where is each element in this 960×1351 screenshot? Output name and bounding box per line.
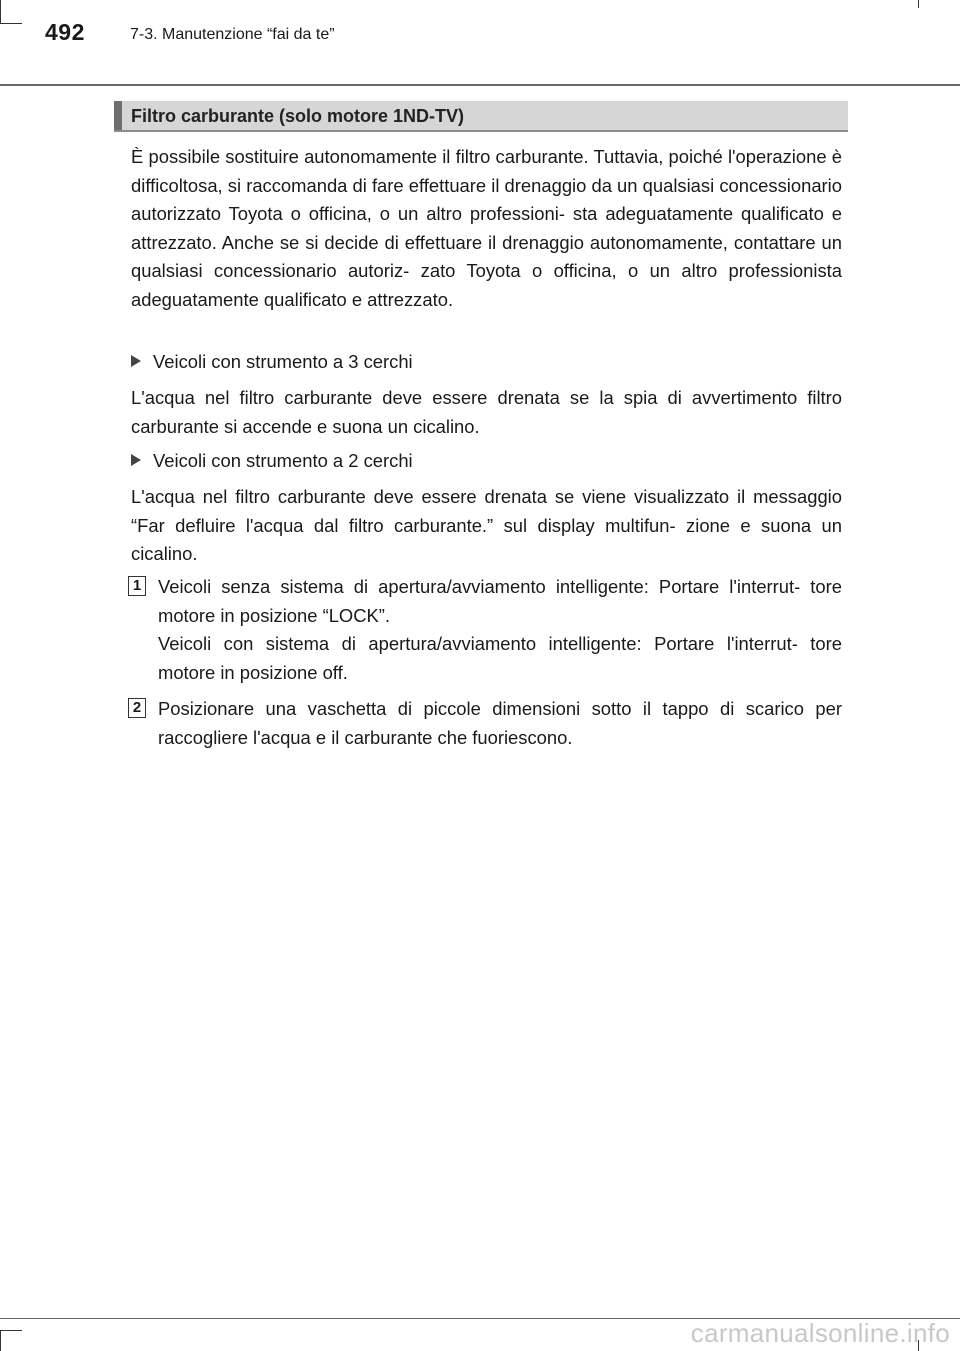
bullet-item	[131, 348, 842, 377]
page-number: 492	[45, 19, 85, 45]
bullet-body-block	[131, 384, 842, 441]
section-accent	[114, 101, 122, 130]
bullet-body: L'acqua nel filtro carburante deve essere drenata se viene visualizzato il messaggio “Far defluire l'acqua dal filtro carburante.” sul display multifun- zione e suona un cicalino.	[131, 486, 842, 564]
step-text-block	[158, 695, 842, 752]
section-title: Filtro carburante (solo motore 1ND-TV)	[131, 106, 465, 126]
section-heading-bar	[114, 101, 848, 132]
bullet-label: Veicoli con strumento a 3 cerchi	[153, 351, 413, 372]
intro-paragraph-block	[131, 143, 842, 314]
chapter-title: 7-3. Manutenzione “fai da te”	[130, 26, 335, 43]
step-text: Veicoli senza sistema di apertura/avviamento intelligente: Portare l'interrut- tore motore in posizione “LOCK”.	[158, 576, 842, 626]
bullet-label: Veicoli con strumento a 2 cerchi	[153, 450, 413, 471]
watermark: carmanualsonline.info	[690, 1318, 950, 1348]
crop-mark	[0, 1330, 22, 1331]
header-divider	[0, 84, 960, 86]
bullet-body-block	[131, 483, 842, 569]
triangle-bullet-icon	[131, 355, 141, 367]
step-number-box: 1	[128, 576, 146, 596]
triangle-bullet-icon	[131, 454, 141, 466]
page-header	[0, 0, 960, 86]
bullet-item	[131, 447, 842, 476]
step-text-block	[158, 573, 842, 687]
crop-mark	[0, 1330, 1, 1351]
bullet-body: L'acqua nel filtro carburante deve essere drenata se la spia di avvertimento filtro carburante si accende e suona un cicalino.	[131, 387, 842, 437]
step-text: Veicoli con sistema di apertura/avviamento intelligente: Portare l'interrut- tore motore in posizione off.	[158, 633, 842, 683]
intro-paragraph: È possibile sostituire autonomamente il filtro carburante. Tuttavia, poiché l'operazione è difficoltosa, si raccomanda di fare effettuare il drenaggio da un qualsiasi concessionario autorizzato Toyota o officina, o un altro professioni- sta adeguatamente qualificato e attrezzato. Anche se si decide di effettuare il drenaggio autonomamente, contattare un qualsiasi concessionario autoriz- zato Toyota o officina, o un altro professionista adeguatamente qualificato e attrezzato.	[131, 146, 842, 310]
step-number-box: 2	[128, 698, 146, 718]
step-text: Posizionare una vaschetta di piccole dimensioni sotto il tappo di scarico per raccogliere l'acqua e il carburante che fuoriescono.	[158, 698, 842, 748]
